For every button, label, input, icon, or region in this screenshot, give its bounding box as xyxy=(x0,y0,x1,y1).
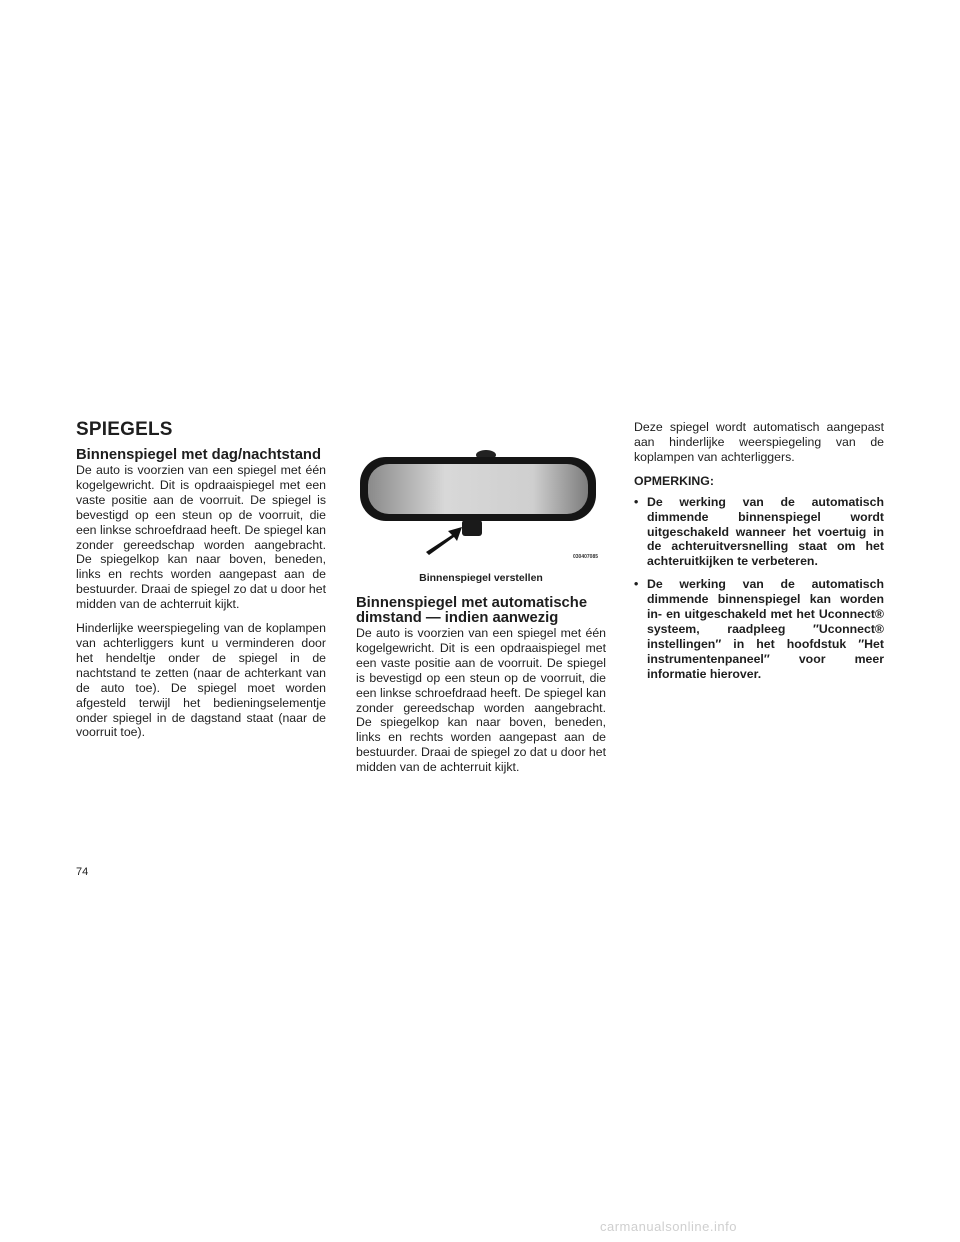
heading-line-1: Binnenspiegel met automatische xyxy=(356,595,588,611)
note-bullet-uconnect xyxy=(634,577,884,681)
mirror-glass xyxy=(368,464,588,514)
bullet-text: De werking van de automatisch dimmende binnenspiegel kan worden in- en uitgeschakeld met het Uconnect® systeem, raadpleeg ″Uconnect® instellingen″ in het hoofdstuk ″Het instrumentenpaneel″ voor meer informatie hierover. xyxy=(647,577,884,681)
rearview-mirror-illustration xyxy=(356,449,606,569)
paragraph-glare-reduction: Hinderlijke weerspiegeling van de koplampen van achterliggers kunt u verminderen door het hendeltje onder de spiegel in de nachtstand te zetten (naar de achterkant van de auto toe). De spiegel moet worden afgesteld terwijl het bedieningselementje onder spiegel in de dagstand staat (naar de voorruit toe). xyxy=(76,621,326,740)
heading-auto-dim-mirror xyxy=(356,596,606,626)
pointer-arrow-icon xyxy=(426,527,462,555)
paragraph-auto-adjust: Deze spiegel wordt automatisch aangepast aan hinderlijke weerspiegeling van de koplampen van achterliggers. xyxy=(634,420,884,464)
section-title: SPIEGELS xyxy=(76,419,173,440)
watermark: carmanualsonline.info xyxy=(600,1219,737,1234)
bullet-text: De werking van de automatisch dimmende binnenspiegel wordt uitgeschakeld wanneer het voertuig in de achteruitversnelling staat om het achteruitkijken te verbeteren. xyxy=(647,494,884,569)
heading-line-2: dimstand — indien aanwezig xyxy=(356,610,559,626)
paragraph-auto-dim-mounting: De auto is voorzien van een spiegel met één kogelgewricht. Dit is een opdraaispiegel met een vaste positie aan de voorruit. De spiegel is bevestigd op een steun op de voorruit, die een linkse schroefdraad heeft. De spiegel kan zonder gereedschap worden aangebracht. De spiegelkop kan naar boven, beneden, links en rechts worden aangepast aan de bestuurder. Draai de spiegel zo dat u door het midden van de achterruit kijkt. xyxy=(356,626,606,775)
dimming-lever xyxy=(462,520,482,536)
bullet-icon: • xyxy=(634,494,639,509)
page-number: 74 xyxy=(76,866,89,878)
middle-column xyxy=(356,596,606,775)
right-column xyxy=(634,420,884,690)
note-heading: OPMERKING: xyxy=(634,473,714,488)
note-bullet-reverse xyxy=(634,495,884,570)
heading-day-night-mirror: Binnenspiegel met dag/nachtstand xyxy=(76,447,322,463)
bullet-icon: • xyxy=(634,577,639,592)
figure-caption: Binnenspiegel verstellen xyxy=(419,572,543,584)
paragraph-mirror-mounting: De auto is voorzien van een spiegel met één kogelgewricht. Dit is opdraaispiegel met een vaste positie aan de voorruit. De spiegel is bevestigd op een steun op de voorruit, die een linkse schroefdraad heeft. De spiegel kan zonder gereedschap worden aangebracht. De spiegelkop kan naar boven, beneden, links en rechts worden aangepast aan de bestuurder. Draai de spiegel zo dat u door het midden van de achterruit kijkt. xyxy=(76,463,326,612)
figure-code: 030407085 xyxy=(573,554,599,560)
mirror-figure xyxy=(356,449,606,589)
left-column xyxy=(76,448,326,740)
